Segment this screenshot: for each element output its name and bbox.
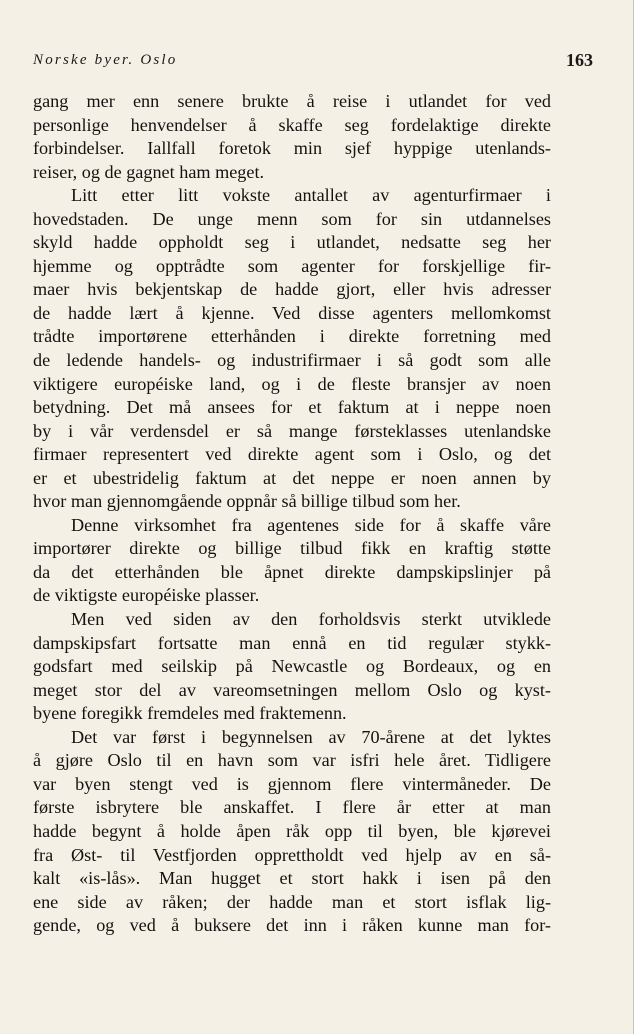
- text-line: de ledende handels- og industrifirmaer i så godt som alle: [33, 350, 551, 371]
- text-line: godsfart med seilskip på Newcastle og Bordeaux, og en: [33, 656, 551, 677]
- text-line: hvor man gjennomgående oppnår så billige tilbud som her.: [33, 491, 461, 512]
- text-line: byene foregikk fremdeles med fraktemenn.: [33, 703, 347, 724]
- page-edge: [634, 0, 638, 1034]
- text-line: kalt «is-lås». Man hugget et stort hakk i isen på den: [33, 868, 551, 889]
- text-line: fra Øst- til Vestfjorden opprettholdt ved hjelp av en så-: [33, 844, 551, 865]
- text-line: gang mer enn senere brukte å reise i utlandet for ved: [33, 91, 551, 111]
- text-line: da det etterhånden ble åpnet direkte dampskipslinjer på: [33, 561, 551, 582]
- text-line: er et ubestridelig faktum at det neppe er noen annen by: [33, 467, 551, 488]
- text-line: trådte importørene etterhånden i direkte forretning med: [33, 326, 551, 347]
- body-text: [33, 90, 551, 938]
- text-line: by i vår verdensdel er så mange førsteklasses utenlandske: [33, 420, 551, 441]
- text-line: Det var først i begynnelsen av 70-årene at det lyktes: [71, 726, 551, 747]
- text-line: viktigere européiske land, og i de fleste bransjer av noen: [33, 373, 551, 394]
- text-line: hadde begynt å holde åpen råk opp til byen, ble kjørevei: [33, 820, 551, 841]
- text-line: Men ved siden av den forholdsvis sterkt utviklede: [71, 609, 551, 630]
- text-line: firmaer representert ved direkte agent som i Oslo, og det: [33, 444, 551, 465]
- page-number: 163: [566, 50, 593, 70]
- text-line: reiser, og de gagnet ham meget.: [33, 161, 265, 182]
- running-head: Norske byer. Oslo: [33, 52, 178, 68]
- text-line: ene side av råken; der hadde man et stort isflak lig-: [33, 891, 551, 912]
- text-line: gende, og ved å buksere det inn i råken kunne man for-: [33, 915, 551, 936]
- text-line: de viktigste européiske plasser.: [33, 585, 260, 606]
- text-line: første isbrytere ble anskaffet. I flere år etter at man: [33, 797, 551, 818]
- text-line: maer hvis bekjentskap de hadde gjort, eller hvis adresser: [33, 279, 551, 300]
- text-line: meget stor del av vareomsetningen mellom Oslo og kyst-: [33, 679, 551, 700]
- text-line: å gjøre Oslo til en havn som var isfri hele året. Tidligere: [33, 750, 551, 771]
- text-line: importører direkte og billige tilbud fikk en kraftig støtte: [33, 538, 551, 559]
- text-line: dampskipsfart fortsatte man ennå en tid regulær stykk-: [33, 632, 551, 653]
- text-line: Litt etter litt vokste antallet av agenturfirmaer i: [71, 185, 551, 206]
- text-line: betydning. Det må ansees for et faktum at i neppe noen: [33, 397, 551, 418]
- text-line: hovedstaden. De unge menn som for sin utdannelses: [33, 208, 551, 229]
- text-line: var byen stengt ved is gjennom flere vintermåneder. De: [33, 773, 551, 794]
- text-line: hjemme og opptrådte som agenter for forskjellige fir-: [33, 255, 551, 276]
- text-line: de hadde lært å kjenne. Ved disse agenters mellomkomst: [33, 302, 551, 323]
- text-line: forbindelser. Iallfall foretok min sjef hyppige utenlands-: [33, 138, 551, 159]
- text-line: skyld hadde oppholdt seg i utlandet, nedsatte seg her: [33, 232, 551, 253]
- text-line: personlige henvendelser å skaffe seg fordelaktige direkte: [33, 114, 551, 135]
- text-line: Denne virksomhet fra agentenes side for å skaffe våre: [71, 514, 551, 535]
